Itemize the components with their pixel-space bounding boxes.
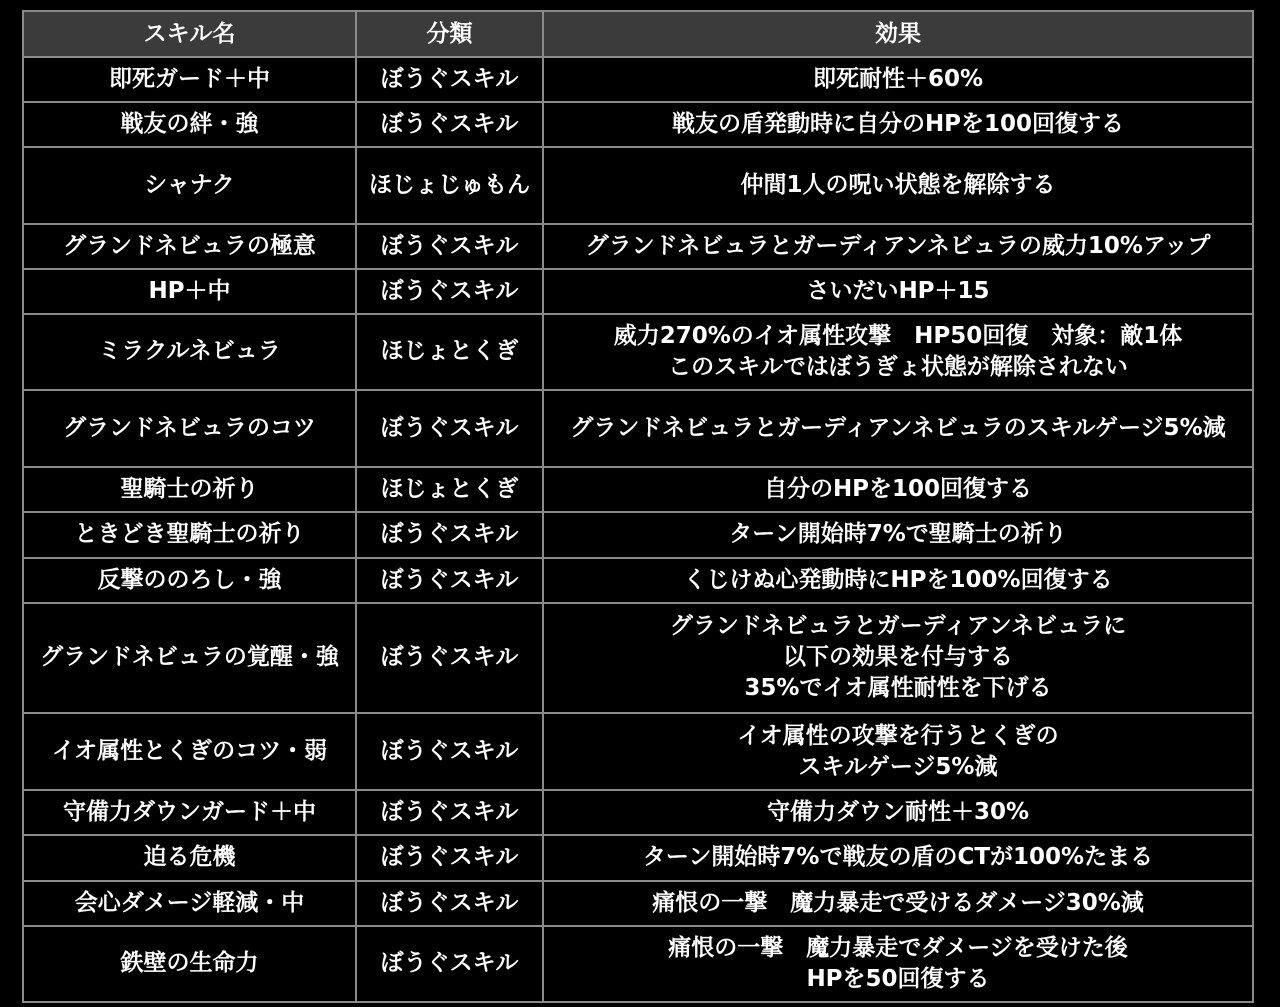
skill-name-cell: 会心ダメージ軽減・中: [23, 881, 356, 926]
category-cell: ぼうぐスキル: [356, 790, 543, 835]
table-row: [23, 147, 1253, 223]
table-row: [23, 57, 1253, 102]
header-skill-name: スキル名: [23, 11, 356, 57]
effect-cell: 仲間1人の呪い状態を解除する: [543, 147, 1253, 223]
effect-cell: ターン開始時7%で聖騎士の祈り: [543, 512, 1253, 557]
category-cell: ぼうぐスキル: [356, 835, 543, 880]
table-row: [23, 467, 1253, 512]
table-row: [23, 926, 1253, 1002]
skill-name-cell: グランドネビュラの覚醒・強: [23, 603, 356, 713]
table-row: [23, 603, 1253, 713]
effect-cell: くじけぬ心発動時にHPを100%回復する: [543, 558, 1253, 603]
skill-name-cell: 戦友の絆・強: [23, 102, 356, 147]
table-row: [23, 512, 1253, 557]
category-cell: ほじょじゅもん: [356, 147, 543, 223]
skill-name-cell: グランドネビュラの極意: [23, 224, 356, 269]
category-cell: ぼうぐスキル: [356, 57, 543, 102]
effect-cell: グランドネビュラとガーディアンネビュラに 以下の効果を付与する 35%でイオ属性耐性を下げる: [543, 603, 1253, 713]
table-row: [23, 390, 1253, 467]
category-cell: ぼうぐスキル: [356, 102, 543, 147]
effect-cell: さいだいHP＋15: [543, 269, 1253, 314]
skill-table: [22, 10, 1254, 1003]
skill-name-cell: HP＋中: [23, 269, 356, 314]
table-row: [23, 224, 1253, 269]
effect-cell: グランドネビュラとガーディアンネビュラのスキルゲージ5%減: [543, 390, 1253, 467]
skill-name-cell: グランドネビュラのコツ: [23, 390, 356, 467]
skill-name-cell: 即死ガード＋中: [23, 57, 356, 102]
table-row: [23, 835, 1253, 880]
category-cell: ほじょとくぎ: [356, 467, 543, 512]
effect-cell: 自分のHPを100回復する: [543, 467, 1253, 512]
skill-name-cell: ときどき聖騎士の祈り: [23, 512, 356, 557]
effect-cell: 威力270%のイオ属性攻撃 HP50回復 対象：敵1体 このスキルではぼうぎょ状態が解除されない: [543, 314, 1253, 390]
table-row: [23, 314, 1253, 390]
skill-name-cell: イオ属性とくぎのコツ・弱: [23, 713, 356, 790]
skill-name-cell: 反撃ののろし・強: [23, 558, 356, 603]
header-row: [23, 11, 1253, 57]
skill-name-cell: シャナク: [23, 147, 356, 223]
header-effect: 効果: [543, 11, 1253, 57]
table-row: [23, 790, 1253, 835]
skill-name-cell: 聖騎士の祈り: [23, 467, 356, 512]
effect-cell: ターン開始時7%で戦友の盾のCTが100%たまる: [543, 835, 1253, 880]
category-cell: ほじょとくぎ: [356, 314, 543, 390]
skill-name-cell: 鉄壁の生命力: [23, 926, 356, 1002]
skill-name-cell: 守備力ダウンガード＋中: [23, 790, 356, 835]
category-cell: ぼうぐスキル: [356, 224, 543, 269]
category-cell: ぼうぐスキル: [356, 558, 543, 603]
category-cell: ぼうぐスキル: [356, 603, 543, 713]
skill-name-cell: ミラクルネビュラ: [23, 314, 356, 390]
category-cell: ぼうぐスキル: [356, 881, 543, 926]
effect-cell: 即死耐性＋60%: [543, 57, 1253, 102]
table-row: [23, 102, 1253, 147]
effect-cell: 戦友の盾発動時に自分のHPを100回復する: [543, 102, 1253, 147]
table-row: [23, 713, 1253, 790]
category-cell: ぼうぐスキル: [356, 269, 543, 314]
table-row: [23, 269, 1253, 314]
skill-name-cell: 迫る危機: [23, 835, 356, 880]
effect-cell: グランドネビュラとガーディアンネビュラの威力10%アップ: [543, 224, 1253, 269]
effect-cell: 守備力ダウン耐性＋30%: [543, 790, 1253, 835]
header-category: 分類: [356, 11, 543, 57]
category-cell: ぼうぐスキル: [356, 390, 543, 467]
table-row: [23, 881, 1253, 926]
category-cell: ぼうぐスキル: [356, 926, 543, 1002]
effect-cell: 痛恨の一撃 魔力暴走で受けるダメージ30%減: [543, 881, 1253, 926]
table-row: [23, 558, 1253, 603]
effect-cell: 痛恨の一撃 魔力暴走でダメージを受けた後 HPを50回復する: [543, 926, 1253, 1002]
effect-cell: イオ属性の攻撃を行うとくぎの スキルゲージ5%減: [543, 713, 1253, 790]
category-cell: ぼうぐスキル: [356, 512, 543, 557]
category-cell: ぼうぐスキル: [356, 713, 543, 790]
